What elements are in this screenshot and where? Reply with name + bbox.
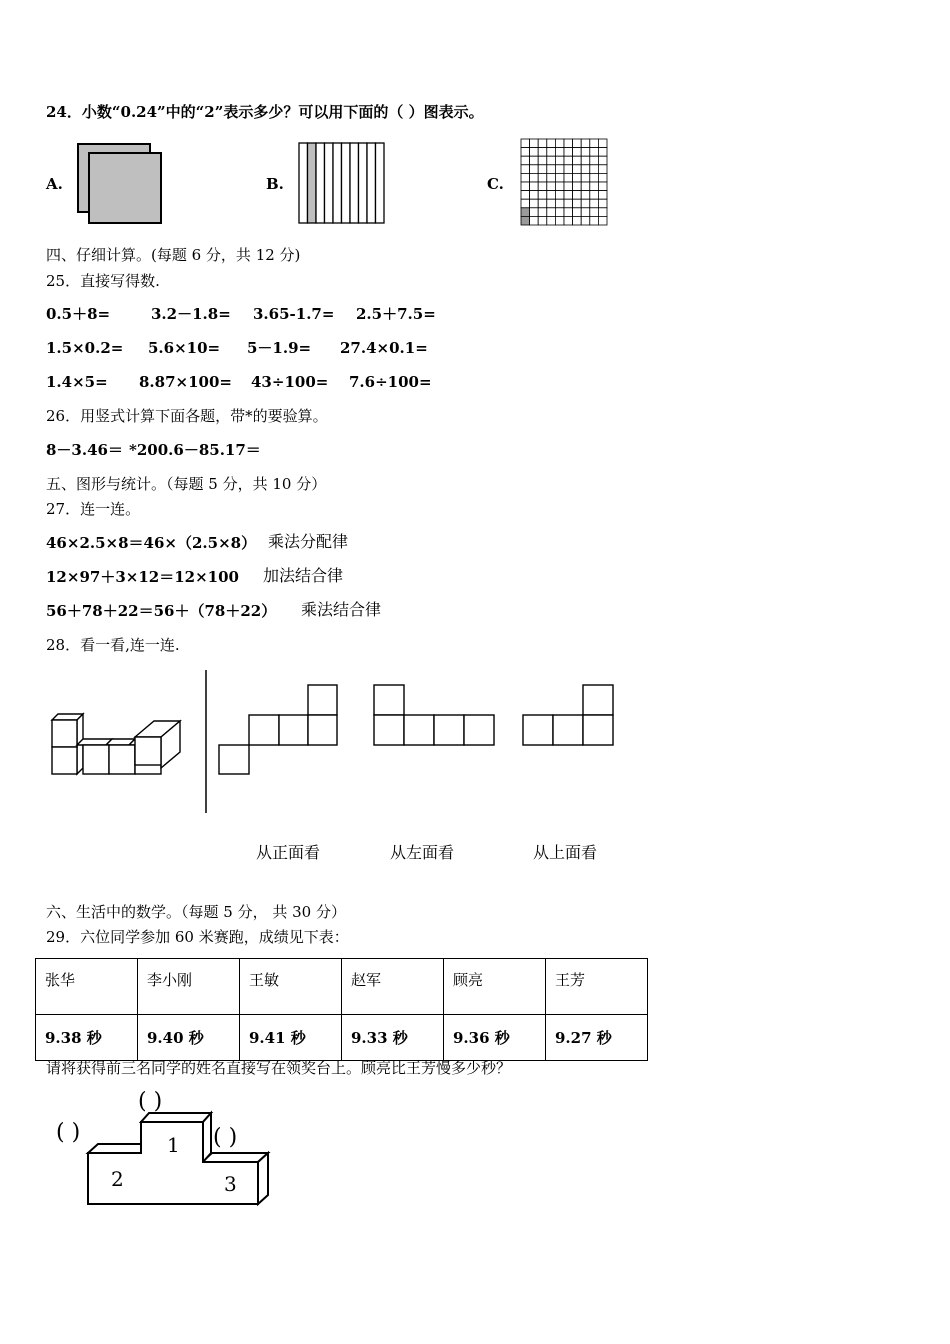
grid-cell (521, 165, 530, 174)
podium-blank-third[interactable]: ( ) (213, 1125, 238, 1150)
section-4-title: 四、仔细计算。(每题 6 分，共 12 分) (46, 246, 301, 264)
grid-cell (581, 208, 590, 217)
q27-left-item: 46×2.5×8＝46×（2.5×8） (46, 534, 257, 552)
strip-cell (325, 143, 334, 223)
grid-cell (521, 139, 530, 148)
grid-cell (555, 173, 564, 182)
grid-cell (521, 216, 530, 225)
grid-cell (564, 148, 573, 157)
view-figure-left-tall (373, 684, 497, 746)
podium-label-first: 1 (167, 1133, 180, 1157)
view-label-top: 从上面看 (533, 843, 598, 862)
q25-item: 3.65-1.7= (253, 305, 335, 323)
grid-cell (521, 173, 530, 182)
grid-cell (530, 216, 539, 225)
student-name-cell: 赵军 (342, 959, 444, 1015)
grid-cell (590, 182, 599, 191)
view-label-left: 从左面看 (390, 843, 455, 862)
grid-cell (555, 191, 564, 200)
grid-cell (598, 165, 607, 174)
grid-cell (555, 182, 564, 191)
q26-item: 8－3.46＝ (46, 441, 123, 459)
strip-cell (376, 143, 385, 223)
grid-cell (530, 148, 539, 157)
section-6-title: 六、生活中的数学。（每题 5 分， 共 30 分） (46, 903, 346, 921)
grid-cell (538, 156, 547, 165)
grid-cell (547, 182, 556, 191)
grid-cell (590, 199, 599, 208)
student-name-cell: 顾亮 (444, 959, 546, 1015)
race-time-cell: 9.38 秒 (36, 1015, 138, 1061)
q25-item: 5.6×10= (148, 339, 221, 357)
grid-cell (521, 208, 530, 217)
grid-cell (538, 208, 547, 217)
grid-cell (547, 156, 556, 165)
q27-left-item: 12×97＋3×12＝12×100 (46, 568, 239, 586)
grid-cell (530, 199, 539, 208)
grid-cell (590, 208, 599, 217)
grid-cell (547, 173, 556, 182)
q25-item: 27.4×0.1= (340, 339, 428, 357)
grid-cell (555, 139, 564, 148)
podium-label-second: 2 (111, 1167, 124, 1191)
grid-cell (530, 139, 539, 148)
strip-cell (342, 143, 351, 223)
grid-cell (573, 173, 582, 182)
grid-cell (538, 216, 547, 225)
grid-cell (564, 173, 573, 182)
strip-cell (359, 143, 368, 223)
race-time-cell: 9.41 秒 (240, 1015, 342, 1061)
podium-label-third: 3 (224, 1172, 237, 1196)
q27-right-item: 加法结合律 (263, 566, 344, 585)
strip-cell (367, 143, 376, 223)
grid-cell (581, 165, 590, 174)
grid-cell (555, 208, 564, 217)
student-name-cell: 王芳 (546, 959, 648, 1015)
strip-cell (333, 143, 342, 223)
q27-stem: 27．连一连。 (46, 500, 141, 518)
grid-cell (530, 208, 539, 217)
q27-right-item: 乘法分配律 (268, 532, 349, 551)
grid-cell (555, 199, 564, 208)
grid-cell (598, 156, 607, 165)
view-figure-stair (218, 684, 340, 776)
q25-item: 8.87×100= (139, 373, 232, 391)
grid-cell (581, 156, 590, 165)
grid-cell (564, 191, 573, 200)
grid-cell (581, 139, 590, 148)
grid-cell (581, 173, 590, 182)
race-time-cell: 9.36 秒 (444, 1015, 546, 1061)
grid-cell (598, 148, 607, 157)
grid-cell (555, 165, 564, 174)
grid-cell (564, 165, 573, 174)
grid-cell (598, 199, 607, 208)
grid-cell (538, 182, 547, 191)
q25-item: 3.2－1.8= (151, 305, 231, 323)
grid-cell (590, 148, 599, 157)
grid-cell (538, 199, 547, 208)
grid-cell (581, 199, 590, 208)
grid-cell (530, 191, 539, 200)
grid-cell (530, 173, 539, 182)
q27-right-item: 乘法结合律 (301, 600, 382, 619)
q26-item: *200.6－85.17＝ (129, 441, 261, 459)
q25-item: 2.5＋7.5= (356, 305, 436, 323)
grid-cell (547, 139, 556, 148)
grid-cell (573, 165, 582, 174)
q25-item: 0.5＋8= (46, 305, 111, 323)
grid-cell (521, 156, 530, 165)
grid-cell (573, 216, 582, 225)
race-time-cell: 9.33 秒 (342, 1015, 444, 1061)
grid-cell (564, 199, 573, 208)
q29-question: 请将获得前三名同学的姓名直接写在领奖台上。顾亮比王芳慢多少秒？ (46, 1059, 512, 1077)
grid-cell (564, 156, 573, 165)
race-results-table (35, 958, 648, 1061)
grid-cell (530, 165, 539, 174)
grid-cell (590, 173, 599, 182)
student-name-cell: 李小刚 (138, 959, 240, 1015)
grid-cell (573, 208, 582, 217)
view-figure-right-tall (522, 684, 616, 746)
grid-cell (598, 139, 607, 148)
q24-stem: 24．小数“0.24”中的“2”表示多少？可以用下面的（ ）图表示。 (46, 103, 484, 121)
grid-cell (547, 148, 556, 157)
divider-line (204, 670, 208, 815)
grid-cell (590, 139, 599, 148)
grid-cell (581, 191, 590, 200)
grid-cell (547, 191, 556, 200)
podium-blank-second[interactable]: ( ) (56, 1120, 81, 1145)
grid-cell (573, 156, 582, 165)
grid-cell (538, 191, 547, 200)
q25-item: 1.4×5= (46, 373, 108, 391)
grid-cell (590, 165, 599, 174)
grid-cell (564, 208, 573, 217)
grid-cell (521, 182, 530, 191)
grid-cell (573, 182, 582, 191)
grid-cell (598, 191, 607, 200)
grid-cell (538, 148, 547, 157)
grid-cell (581, 182, 590, 191)
grid-cell (598, 216, 607, 225)
table-row (36, 1015, 648, 1061)
grid-cell (521, 148, 530, 157)
race-time-cell: 9.27 秒 (546, 1015, 648, 1061)
podium-blank-first[interactable]: ( ) (138, 1089, 163, 1114)
grid-cell (573, 139, 582, 148)
option-c-grid-figure (520, 138, 608, 224)
q24-option-b-label: B. (266, 175, 284, 193)
student-name-cell: 张华 (36, 959, 138, 1015)
cube-solid-figure (48, 712, 183, 778)
grid-cell (564, 216, 573, 225)
strip-cell (308, 143, 317, 223)
grid-cell (555, 148, 564, 157)
grid-cell (598, 182, 607, 191)
grid-cell (590, 156, 599, 165)
q24-option-a-label: A. (46, 175, 63, 193)
strip-cell (350, 143, 359, 223)
grid-cell (564, 182, 573, 191)
strip-cell (316, 143, 325, 223)
grid-cell (547, 165, 556, 174)
podium-figure (50, 1088, 300, 1208)
q24-option-c-label: C. (487, 175, 504, 193)
q25-item: 7.6÷100= (349, 373, 432, 391)
section-5-title: 五、图形与统计。（每题 5 分，共 10 分） (46, 475, 327, 493)
grid-cell (555, 216, 564, 225)
q25-item: 5－1.9= (247, 339, 312, 357)
grid-cell (538, 173, 547, 182)
student-name-cell: 王敏 (240, 959, 342, 1015)
race-time-cell: 9.40 秒 (138, 1015, 240, 1061)
view-label-front: 从正面看 (256, 843, 321, 862)
grid-cell (530, 156, 539, 165)
grid-cell (555, 156, 564, 165)
grid-cell (547, 216, 556, 225)
grid-cell (564, 139, 573, 148)
q26-stem: 26．用竖式计算下面各题，带*的要验算。 (46, 407, 328, 425)
grid-cell (590, 216, 599, 225)
grid-cell (581, 148, 590, 157)
q29-stem: 29．六位同学参加 60 米赛跑，成绩见下表： (46, 928, 349, 946)
grid-cell (573, 148, 582, 157)
q25-item: 43÷100= (251, 373, 329, 391)
grid-cell (538, 165, 547, 174)
grid-cell (530, 182, 539, 191)
grid-cell (521, 199, 530, 208)
table-row (36, 959, 648, 1015)
strip-cell (299, 143, 308, 223)
grid-cell (598, 173, 607, 182)
grid-cell (547, 208, 556, 217)
q28-stem: 28．看一看,连一连. (46, 636, 180, 654)
grid-cell (581, 216, 590, 225)
q27-left-item: 56＋78＋22＝56＋（78＋22） (46, 602, 277, 620)
grid-cell (538, 139, 547, 148)
grid-cell (547, 199, 556, 208)
grid-cell (573, 191, 582, 200)
option-b-strips-figure (298, 142, 386, 224)
grid-cell (573, 199, 582, 208)
grid-cell (521, 191, 530, 200)
q25-item: 1.5×0.2= (46, 339, 124, 357)
grid-cell (598, 208, 607, 217)
option-a-squares-figure (77, 143, 163, 225)
q25-stem: 25．直接写得数. (46, 272, 160, 290)
grid-cell (590, 191, 599, 200)
